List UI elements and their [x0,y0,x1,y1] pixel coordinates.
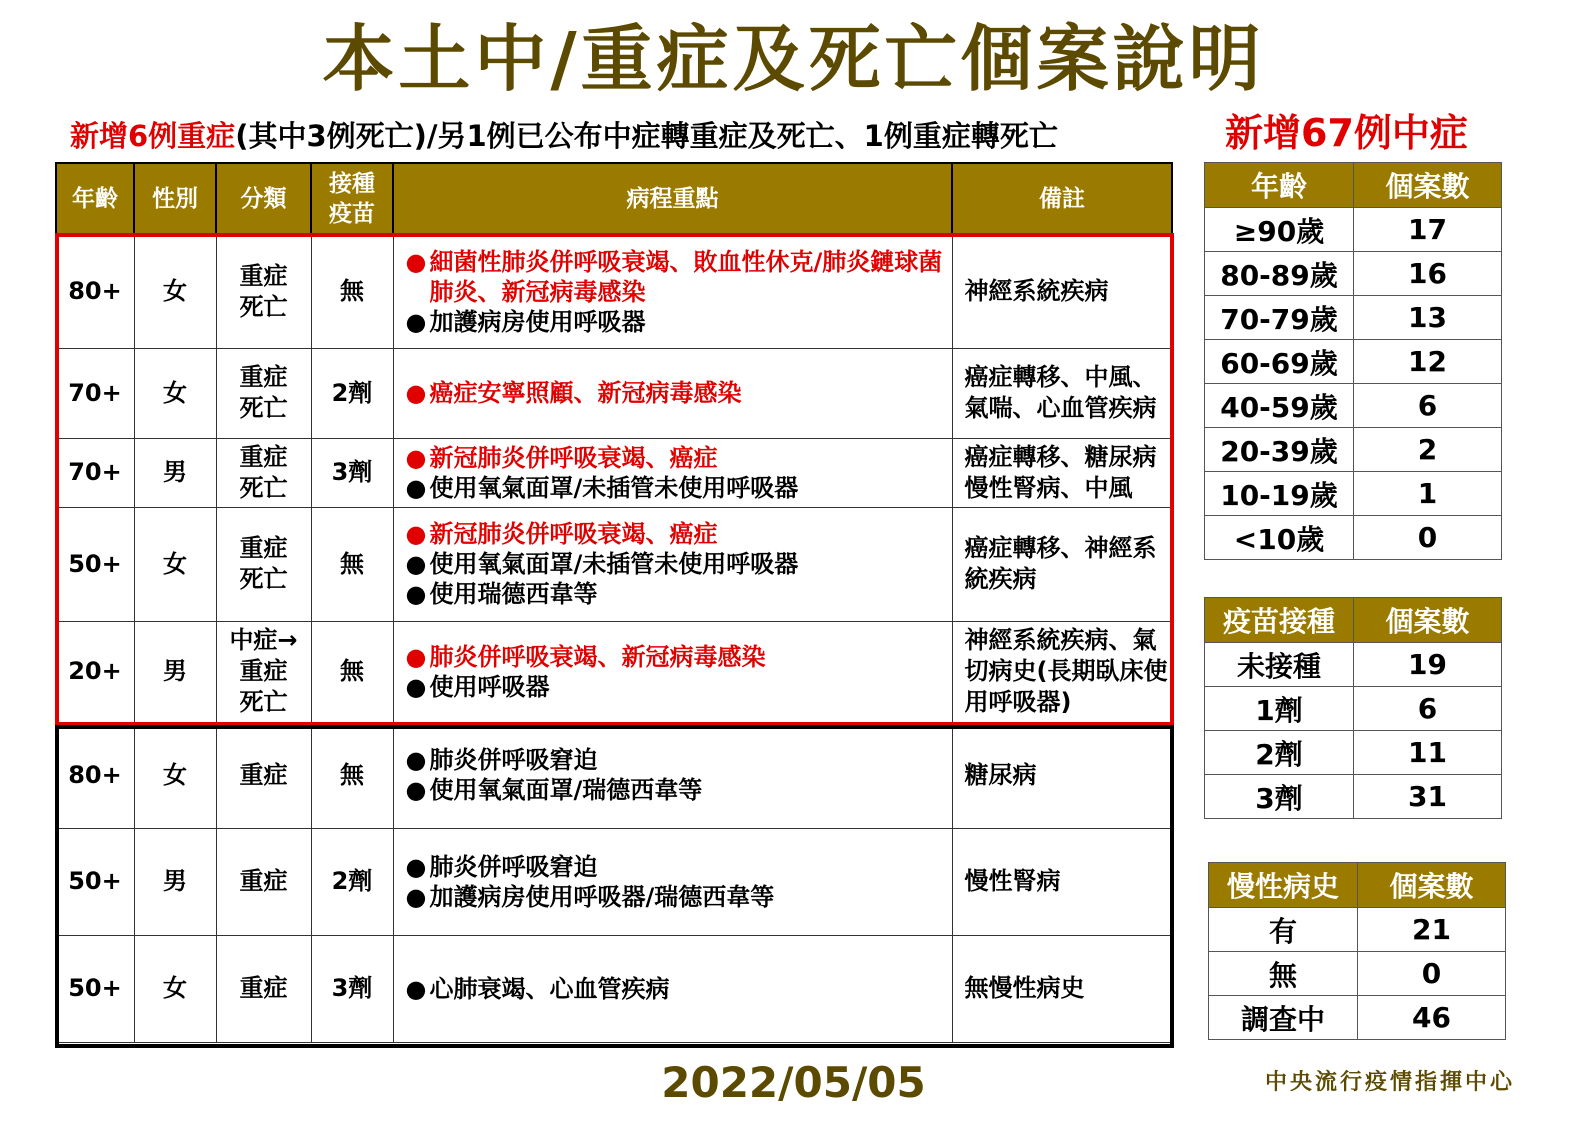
course-text: 使用瑞德西韋等 [429,580,598,608]
bullet-icon: ● [405,550,427,578]
table-row [56,722,1172,828]
bullet-icon: ● [405,776,427,804]
table-header-row [1209,863,1506,908]
count-cell: 6 [1354,384,1502,428]
count-cell: 0 [1354,516,1502,560]
course-item [406,882,952,912]
category-cell: 重症 死亡 [216,348,311,438]
sex-cell: 男 [134,438,216,507]
course-item [406,642,952,672]
table-row [1205,472,1502,516]
count-cell: 2 [1354,428,1502,472]
vaccine-table [1204,597,1502,819]
table-row [56,828,1172,935]
table-row [56,235,1172,348]
table-row [1205,775,1502,819]
course-item [406,549,952,579]
table-row [1209,996,1506,1040]
vaccine-table-header-count: 個案數 [1354,598,1502,643]
age-cell: 70+ [56,348,134,438]
course-item [406,672,952,702]
course-text: 使用氧氣面罩/瑞德西韋等 [429,776,703,804]
table-header-row [1205,163,1502,208]
chronic-table-header-count: 個案數 [1358,863,1506,908]
header-category: 分類 [216,163,311,235]
course-cell [393,235,952,348]
label-cell: 3劑 [1205,775,1354,819]
course-item [406,443,952,473]
vaccine-cell: 2劑 [311,828,393,935]
table-row [1205,208,1502,252]
note-cell: 神經系統疾病 [952,235,1172,348]
bullet-icon: ● [405,307,427,336]
age-table-header-count: 個案數 [1354,163,1502,208]
category-cell: 重症 [216,722,311,828]
table-header-row [1205,598,1502,643]
age-cell: 50+ [56,828,134,935]
course-text: 使用氧氣面罩/未插管未使用呼吸器 [429,473,799,502]
age-table [1204,162,1502,560]
course-cell [393,828,952,935]
note-cell: 癌症轉移、糖尿病慢性腎病、中風 [952,438,1172,507]
course-text: 肺炎併呼吸窘迫 [429,852,598,881]
sex-cell: 女 [134,507,216,621]
course-item [406,852,952,882]
label-cell: 1劑 [1205,687,1354,731]
sex-cell: 男 [134,828,216,935]
course-text: 加護病房使用呼吸器 [429,307,646,336]
count-cell: 0 [1358,952,1506,996]
age-cell: 50+ [56,935,134,1042]
category-cell: 中症→ 重症 死亡 [216,621,311,722]
course-cell [393,348,952,438]
bullet-icon: ● [405,746,427,774]
vaccine-cell: 無 [311,507,393,621]
table-row [56,507,1172,621]
category-cell: 重症 死亡 [216,235,311,348]
course-text: 加護病房使用呼吸器/瑞德西韋等 [429,882,775,911]
table-row [1205,731,1502,775]
label-cell: 80-89歲 [1205,252,1354,296]
sex-cell: 女 [134,235,216,348]
age-cell: 50+ [56,507,134,621]
course-text: 新冠肺炎併呼吸衰竭、癌症 [429,520,718,548]
vaccine-table-header-vaccine: 疫苗接種 [1205,598,1354,643]
count-cell: 1 [1354,472,1502,516]
course-item [406,974,952,1004]
course-text: 使用呼吸器 [429,672,550,701]
vaccine-cell: 2劑 [311,348,393,438]
note-cell: 癌症轉移、神經系統疾病 [952,507,1172,621]
label-cell: 2劑 [1205,731,1354,775]
age-table-header-age: 年齡 [1205,163,1354,208]
course-cell [393,722,952,828]
count-cell: 16 [1354,252,1502,296]
category-cell: 重症 [216,828,311,935]
table-row [1205,340,1502,384]
moderate-cases-title: 新增67例中症 [1225,111,1468,155]
label-cell: 有 [1209,908,1358,952]
bullet-icon: ● [405,379,427,407]
header-sex: 性別 [134,163,216,235]
chronic-table-header-history: 慢性病史 [1209,863,1358,908]
note-cell: 無慢性病史 [952,935,1172,1042]
course-item [406,247,952,307]
sex-cell: 女 [134,935,216,1042]
bullet-icon: ● [405,672,427,701]
table-row [1205,384,1502,428]
course-text: 心肺衰竭、心血管疾病 [429,974,670,1003]
age-cell: 20+ [56,621,134,722]
table-row [1209,952,1506,996]
label-cell: 60-69歲 [1205,340,1354,384]
bullet-icon: ● [405,974,427,1003]
bullet-icon: ● [405,882,427,911]
sex-cell: 女 [134,348,216,438]
subtitle [70,116,1058,156]
course-cell [393,438,952,507]
age-cell: 70+ [56,438,134,507]
table-row [1205,643,1502,687]
vaccine-cell: 3劑 [311,935,393,1042]
count-cell: 13 [1354,296,1502,340]
header-vaccine: 接種 疫苗 [311,163,393,235]
note-cell: 癌症轉移、中風、氣喘、心血管疾病 [952,348,1172,438]
course-text: 肺炎併呼吸衰竭、新冠病毒感染 [429,642,766,671]
bullet-icon: ● [405,642,427,671]
table-row [56,348,1172,438]
note-cell: 糖尿病 [952,722,1172,828]
header-course: 病程重點 [393,163,952,235]
course-item [406,473,952,503]
header-note: 備註 [952,163,1172,235]
course-cell [393,507,952,621]
course-text: 肺炎併呼吸窘迫 [429,746,598,774]
count-cell: 31 [1354,775,1502,819]
vaccine-cell: 無 [311,621,393,722]
course-item [406,579,952,609]
page-title: 本土中/重症及死亡個案說明 [322,17,1265,101]
label-cell: 70-79歲 [1205,296,1354,340]
table-header-row [56,163,1172,235]
count-cell: 21 [1358,908,1506,952]
count-cell: 6 [1354,687,1502,731]
table-row [1209,908,1506,952]
vaccine-cell: 無 [311,235,393,348]
table-row [1205,296,1502,340]
chronic-table [1208,862,1506,1040]
bullet-icon: ● [405,852,427,881]
table-row [1205,687,1502,731]
label-cell: 10-19歲 [1205,472,1354,516]
note-cell: 慢性腎病 [952,828,1172,935]
subtitle-rest: (其中3例死亡)/另1例已公布中症轉重症及死亡、1例重症轉死亡 [235,119,1058,153]
course-text: 使用氧氣面罩/未插管未使用呼吸器 [429,550,799,578]
course-item [406,307,952,337]
table-row [56,935,1172,1042]
course-text: 癌症安寧照顧、新冠病毒感染 [429,379,742,407]
course-item [406,745,952,775]
bullet-icon: ● [405,520,427,548]
course-cell [393,621,952,722]
course-item [406,519,952,549]
count-cell: 12 [1354,340,1502,384]
vaccine-cell: 無 [311,722,393,828]
course-item [406,775,952,805]
age-cell: 80+ [56,235,134,348]
note-cell: 神經系統疾病、氣切病史(長期臥床使用呼吸器) [952,621,1172,722]
vaccine-cell: 3劑 [311,438,393,507]
table-row [56,621,1172,722]
table-row [56,438,1172,507]
bullet-icon: ● [405,443,427,472]
sex-cell: 女 [134,722,216,828]
course-text: 新冠肺炎併呼吸衰竭、癌症 [429,443,718,472]
course-cell [393,935,952,1042]
count-cell: 11 [1354,731,1502,775]
count-cell: 17 [1354,208,1502,252]
count-cell: 46 [1358,996,1506,1040]
course-text: 細菌性肺炎併呼吸衰竭、敗血性休克/肺炎鏈球菌肺炎、新冠病毒感染 [429,247,943,306]
sex-cell: 男 [134,621,216,722]
category-cell: 重症 死亡 [216,507,311,621]
header-age: 年齡 [56,163,134,235]
table-row [1205,428,1502,472]
table-row [1205,252,1502,296]
course-item [406,378,952,408]
label-cell: 無 [1209,952,1358,996]
label-cell: 未接種 [1205,643,1354,687]
label-cell: 40-59歲 [1205,384,1354,428]
bullet-icon: ● [405,247,427,276]
category-cell: 重症 [216,935,311,1042]
report-date: 2022/05/05 [661,1058,926,1107]
table-row [1205,516,1502,560]
count-cell: 19 [1354,643,1502,687]
label-cell: 調查中 [1209,996,1358,1040]
category-cell: 重症 死亡 [216,438,311,507]
label-cell: <10歲 [1205,516,1354,560]
subtitle-highlight: 新增6例重症 [70,119,236,153]
bullet-icon: ● [405,580,427,608]
label-cell: ≥90歲 [1205,208,1354,252]
organization-name: 中央流行疫情指揮中心 [1264,1070,1515,1095]
age-cell: 80+ [56,722,134,828]
severe-cases-table [55,162,1173,1043]
label-cell: 20-39歲 [1205,428,1354,472]
bullet-icon: ● [405,473,427,502]
